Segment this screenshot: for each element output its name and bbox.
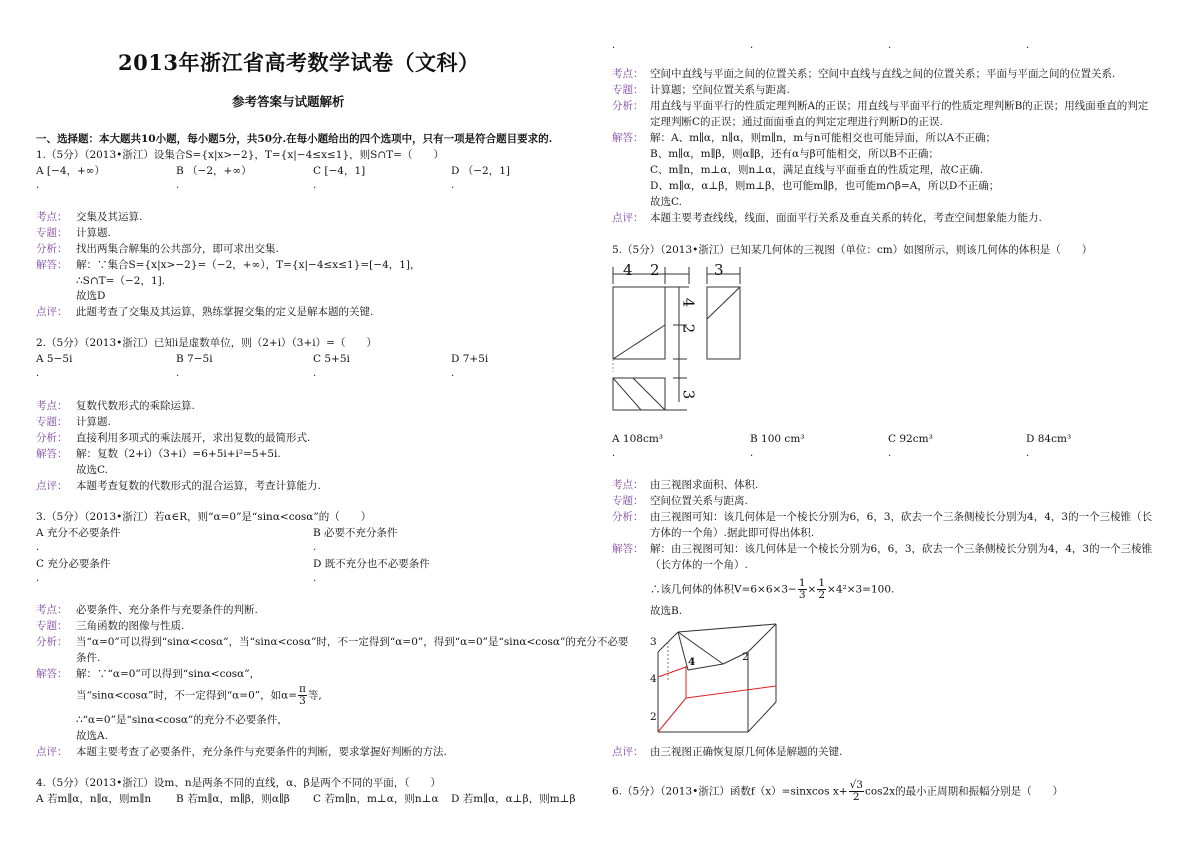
q5-fig-label-4a: 4 (688, 656, 696, 668)
q5-jieda-3-tail: ×4²×3=100. (827, 583, 895, 596)
q4-jieda-5: 故选C. (650, 196, 682, 208)
q2-jieda-2: 故选C. (76, 464, 108, 476)
q4-jieda-2: B、m∥α，m∥β，则α∥β，还有α与β可能相交，所以B不正确； (650, 148, 939, 160)
q1-dianping-label: 点评： (36, 306, 68, 318)
q4-kaodian: 空间中直线与平面之间的位置关系；空间中直线与直线之间的位置关系；平面与平面之间的位置关系. (650, 68, 1116, 80)
q1-kaodian-label: 考点： (36, 211, 68, 223)
q3-jieda-2 (76, 684, 322, 707)
q5-frac-1-den: 3 (798, 589, 806, 601)
q1-zhuanti: 计算题. (76, 227, 111, 239)
section-heading: 一、选择题：本大题共10小题，每小题5分，共50分.在每小题给出的四个选项中，只有一项是符合题目要求的. (36, 133, 553, 145)
q4-zhuanti-label: 专题： (612, 84, 644, 96)
q4-option-a: A 若m∥α，n∥α，则m∥n (36, 793, 152, 805)
q4-option-c: C 若m∥n，m⊥α，则n⊥α (313, 793, 439, 805)
q3-kaodian-label: 考点： (36, 604, 68, 616)
q5-dianping-label: 点评： (612, 746, 644, 758)
q5-stem: 5.（5分）（2013•浙江）已知某几何体的三视图（单位：cm）如图所示，则该几何体的体积是（ ） (612, 244, 1093, 256)
q3-frac-num: π (299, 683, 306, 695)
q2-dianping: 本题考查复数的代数形式的混合运算，考查计算能力. (76, 480, 321, 492)
q5-dim-right-upper: 4 (679, 297, 698, 308)
page-title: 2013年浙江省高考数学试卷（文科） (118, 50, 480, 75)
q4-jieda-label: 解答： (612, 132, 644, 144)
q2-kaodian-label: 考点： (36, 400, 68, 412)
q3-stem: 3.（5分）（2013•浙江）若α∈R，则“α=0”是“sinα<cosα”的（ ） (36, 511, 372, 523)
q1-jieda-2: ∴S∩T=（−2，1]. (76, 275, 166, 287)
q6-stem-tail: cos2x的最小正周期和振幅分别是（ ） (864, 785, 1064, 798)
q5-jieda-label: 解答： (612, 543, 644, 555)
q4-option-b: B 若m∥α，m∥β，则α∥β (176, 793, 290, 805)
q3-fenxi-1: 当“α=0”可以得到“sinα<cosα”，当“sinα<cosα”时，不一定得到“α=0”，得到“α=0”是“sinα<cosα”的充分不必要 (76, 636, 629, 648)
q2-jieda-1: 解：复数（2+i）（3+i）=6+5i+i²=5+5i. (76, 448, 281, 460)
q2-option-b: B 7−5i (176, 353, 213, 365)
q3-jieda-3: ∴“α=0”是“sinα<cosα”的充分不必要条件， (76, 714, 288, 726)
q1-zhuanti-label: 专题： (36, 227, 68, 239)
page-subtitle: 参考答案与试题解析 (232, 94, 345, 109)
q4-zhuanti: 计算题；空间位置关系与距离. (650, 84, 790, 96)
q3-fenxi-2: 条件. (76, 652, 101, 664)
q3-kaodian: 必要条件、充分条件与充要条件的判断. (76, 604, 258, 616)
q6-stem (612, 780, 1063, 803)
q5-option-c-text: C 92cm³ (888, 433, 933, 445)
q5-option-b (750, 433, 804, 446)
q2-option-d: D 7+5i (451, 353, 489, 365)
q4-fenxi-1: 用直线与平面平行的性质定理判断A的正误；用直线与平面平行的性质定理判断B的正误；用线面垂直的判定 (650, 100, 1149, 112)
q2-kaodian: 复数代数形式的乘除运算. (76, 400, 195, 412)
q5-option-c (888, 433, 933, 446)
q5-jieda-3-text: ∴该几何体的体积V=6×6×3− (650, 583, 797, 596)
q6-stem-text: 6.（5分）（2013•浙江）函数f（x）=sinxcos x+ (612, 785, 848, 798)
q5-option-a-text: A 108cm³ (612, 433, 664, 445)
q5-dianping: 由三视图正确恢复原几何体是解题的关键. (650, 746, 843, 758)
q2-fenxi-label: 分析： (36, 432, 68, 444)
q1-dianping: 此题考查了交集及其运算，熟练掌握交集的定义是解本题的关键. (76, 306, 374, 318)
q5-dim-top-right: 3 (714, 261, 724, 279)
q3-frac-den: 3 (299, 695, 306, 707)
q3-option-a: A 充分不必要条件 (36, 527, 121, 539)
q5-frac-1-num: 1 (798, 577, 806, 589)
q5-fig-label-4b: 4 (650, 673, 657, 685)
q5-fig-label-2b: 2 (650, 711, 657, 723)
q5-dim-top-left: 4 (623, 261, 633, 279)
q2-dianping-label: 点评： (36, 480, 68, 492)
q4-jieda-3: C、m∥n，m⊥α，则n⊥α，满足直线与平面垂直的性质定理，故C正确. (650, 164, 984, 176)
q3-jieda-label: 解答： (36, 668, 68, 680)
q5-dim-right-mid: 2 (679, 323, 698, 334)
q6-frac-den: 2 (852, 791, 860, 803)
q1-option-d: D （−2，1] (451, 165, 511, 177)
q3-jieda-4: 故选A. (76, 730, 108, 742)
q6-fraction (849, 780, 864, 803)
q1-jieda-3: 故选D (76, 290, 106, 302)
q2-stem: 2.（5分）（2013•浙江）已知i是虚数单位，则（2+i）（3+i）=（ ） (36, 337, 377, 349)
q5-fenxi-1: 由三视图可知：该几何体是一个棱长分别为6，6，3，砍去一个三条侧棱长分别为4，4，3的一个三棱锥（长 (650, 511, 1153, 523)
q5-kaodian: 由三视图求面积、体积. (650, 479, 759, 491)
q5-option-d (1026, 433, 1071, 446)
q3-dianping: 本题主要考查了必要条件，充分条件与充要条件的判断，要求掌握好判断的方法. (76, 746, 447, 758)
q4-stem: 4.（5分）（2013•浙江）设m、n是两条不同的直线，α、β是两个不同的平面，（ ） (36, 777, 441, 789)
q5-kaodian-label: 考点： (612, 479, 644, 491)
q3-jieda-2-text: 当“sinα<cosα”时，不一定得到“α=0”，如α= (76, 689, 298, 702)
q5-frac-1 (798, 578, 807, 601)
q2-option-c: C 5+5i (313, 353, 350, 365)
q4-kaodian-label: 考点： (612, 68, 644, 80)
q2-option-a: A 5−5i (36, 353, 73, 365)
q5-option-a (612, 433, 663, 446)
q2-zhuanti: 计算题. (76, 416, 111, 428)
q1-fenxi-label: 分析： (36, 243, 68, 255)
q5-jieda-1: 解：由三视图可知：该几何体是一个棱长分别为6，6，3，砍去一个三条侧棱长分别为4，4，3的一个三棱锥 (650, 543, 1153, 555)
q3-fenxi-label: 分析： (36, 636, 68, 648)
q5-jieda-4: 故选B. (650, 605, 683, 617)
q3-dianping-label: 点评： (36, 746, 68, 758)
q1-jieda-label: 解答： (36, 259, 68, 271)
q4-dianping-label: 点评： (612, 212, 644, 224)
q5-fig-label-3: 3 (650, 636, 657, 648)
q3-jieda-1: 解：∵“α=0”可以得到“sinα<cosα”， (76, 668, 261, 680)
q4-fenxi-label: 分析： (612, 100, 644, 112)
q3-jieda-2-tail: 等, (307, 689, 322, 702)
q5-dim-top-mid: 2 (650, 261, 660, 279)
q1-option-b: B （−2，+∞） (176, 165, 252, 177)
q5-fig-label-2a: 2 (742, 651, 749, 663)
q4-option-d: D 若m∥α，α⊥β，则m⊥β (451, 793, 576, 805)
q1-fenxi: 找出两集合解集的公共部分，即可求出交集. (76, 243, 279, 255)
q5-fenxi-2: 方体的一个角）.据此即可得出体积. (650, 527, 815, 539)
q4-fenxi-2: 定理判断C的正误；通过面面垂直的判定定理进行判断D的正误. (650, 116, 943, 128)
q5-option-b-text: B 100 cm³ (750, 433, 805, 445)
q6-frac-num: √3 (849, 779, 863, 791)
q5-frac-2-num: 1 (818, 577, 826, 589)
q5-zhuanti: 空间位置关系与距离. (650, 495, 748, 507)
q4-jieda-4: D、m∥α，α⊥β，则m⊥β，也可能m∥β，也可能m∩β=A，所以D不正确； (650, 180, 1000, 192)
q2-zhuanti-label: 专题： (36, 416, 68, 428)
q4-dianping: 本题主要考查线线，线面，面面平行关系及垂直关系的转化，考查空间想象能力能力. (650, 212, 1042, 224)
q1-option-c: C [−4，1] (313, 165, 366, 177)
q5-frac-2 (817, 578, 826, 601)
q4-jieda-1: 解：A、m∥α，n∥α，则m∥n，m与n可能相交也可能异面，所以A不正确； (650, 132, 997, 144)
q2-jieda-label: 解答： (36, 448, 68, 460)
q1-kaodian: 交集及其运算. (76, 211, 143, 223)
q3-zhuanti-label: 专题： (36, 620, 68, 632)
q1-option-a: A [−4，+∞） (36, 165, 106, 177)
solid-diagram (648, 622, 780, 740)
q3-option-d: D 既不充分也不必要条件 (313, 558, 430, 570)
q5-jieda-3: ∴该几何体的体积V=6×6×3− $\frac{1}{3}$ × $\frac{1}{2}$ ×4²×3=100. (650, 577, 895, 601)
q5-option-d-text: D 84cm³ (1026, 433, 1072, 445)
q1-jieda-1: 解：∵集合S={x|x>−2}=（−2，+∞），T={x|−4≤x≤1}=[−4，1]， (76, 259, 421, 271)
q3-option-c: C 充分必要条件 (36, 558, 111, 570)
q5-jieda-2: （长方体的一个角）. (650, 559, 748, 571)
q3-fraction (298, 684, 307, 707)
q1-stem: 1.（5分）（2013•浙江）设集合S={x|x>−2}，T={x|−4≤x≤1}，则S∩T=（ ） (36, 149, 444, 161)
q5-fenxi-label: 分析： (612, 511, 644, 523)
q5-zhuanti-label: 专题： (612, 495, 644, 507)
q5-dim-right-lower: 3 (679, 389, 698, 400)
q3-zhuanti: 三角函数的图像与性质. (76, 620, 185, 632)
q3-option-b: B 必要不充分条件 (313, 527, 398, 539)
q2-fenxi: 直接利用多项式的乘法展开，求出复数的最简形式. (76, 432, 311, 444)
q5-frac-2-den: 2 (818, 589, 826, 601)
